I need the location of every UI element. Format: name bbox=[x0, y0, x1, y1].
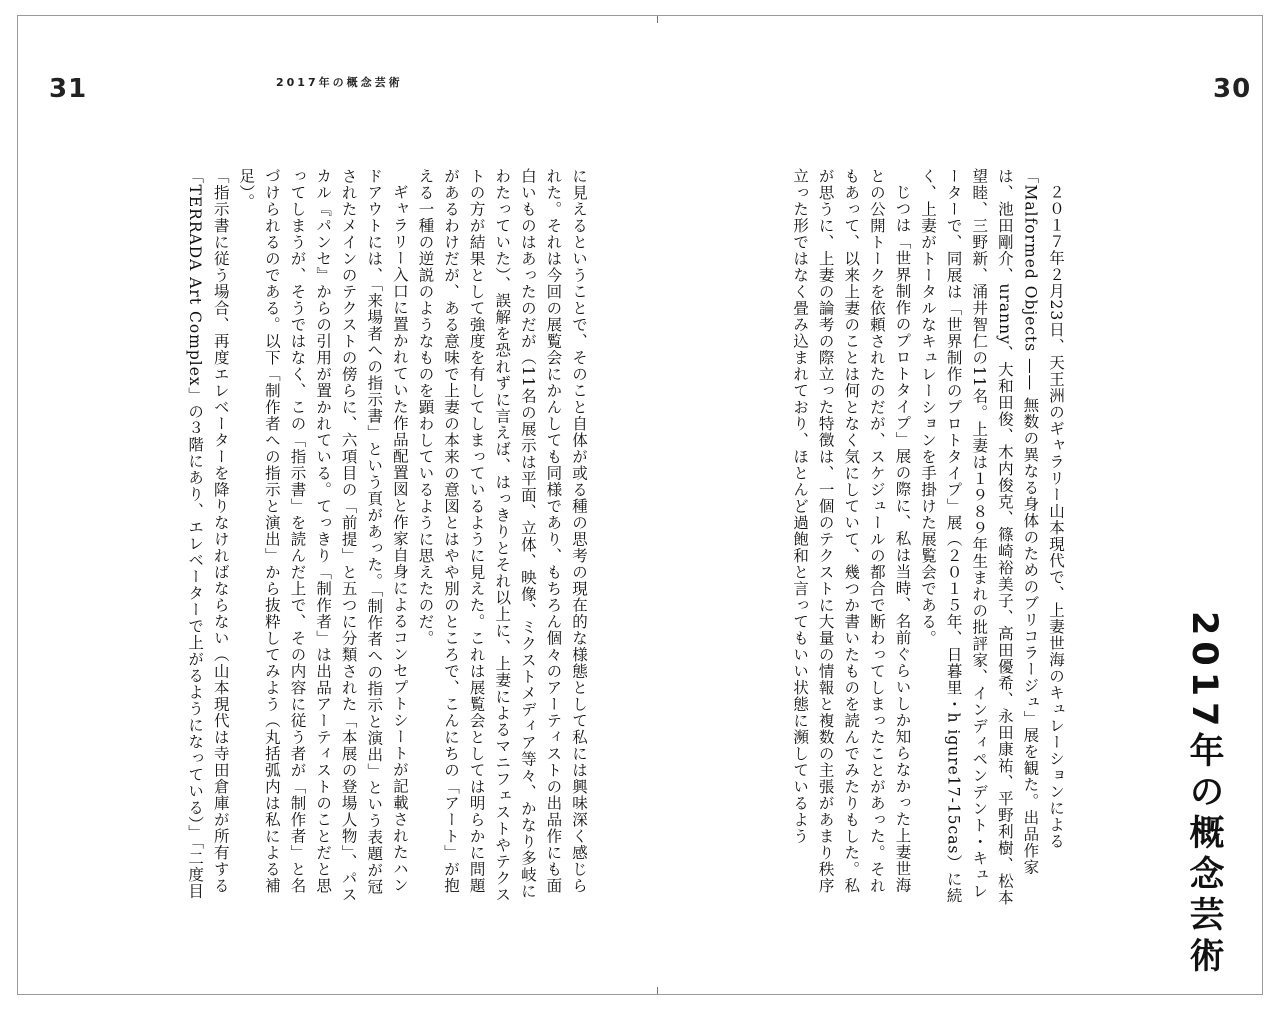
right-page-number: 30 bbox=[1213, 74, 1252, 104]
body-paragraph: 「指示書に従う場合、再度エレベーターを降りなければならない（山本現代は寺田倉庫が所有する「TERRADA Art Complex」の３階にあり、エレベーターで上がるようになっている）」「二度目 bbox=[186, 168, 230, 900]
left-page-number: 31 bbox=[49, 74, 88, 104]
body-paragraph: に見えるということで、そのこと自体が或る種の思考の現在的な様態として私には興味深く感じられた。それは今回の展覧会にかんしても同様であり、もちろん個々のアーティストの出品作にも面白いものはあったのだが（11名の展示は平面、立体、映像、ミクストメディア等々、かなり多岐にわたっていた）、誤解を恐れずに言えば、はっきりとそれ以上に、上妻によるマニフェストやテクストの方が結果として強度を有してしまっているように見えた。これは展覧会としては明らかに問題があるわけだが、ある意味で上妻の本来の意図とはやや別のところで、こんにちの「アート」が抱える一種の逆説のようなものを顕わしているように思えたのだ。 bbox=[416, 168, 588, 903]
body-paragraph: ギャラリー入口に置かれていた作品配置図と作家自身によるコンセプトシートが記載されたハンドアウトには、「来場者への指示書」という頁があった。「制作者への指示と演出」という表題が冠されたメインのテクストの傍らに、六項目の「前提」と五つに分類された「本展の登場人物」、パスカル『パンセ』からの引用が置かれている。てっきり「制作者」は出品アーティストのことだと思ってしまうが、そうではなく、この「指示書」を読んだ上で、その内容に従う者が「制作者」と名づけられるのである。以下「制作者への指示と演出」から抜粋してみよう（丸括弧内は私による補足）。 bbox=[237, 168, 409, 903]
body-paragraph: じつは「世界制作のプロトタイプ」展の際に、私は当時、名前ぐらいしか知らなかった上妻世海との公開トークを依頼されたのだが、スケジュールの都合で断わってしまったことがあった。それもあって、以来上妻のことは何となく気にしていて、幾つか書いたものを読んでみたりもした。私が思うに、上妻の論考の際立った特徴は、一個のテクストに大量の情報と複数の主張があまり秩序立った形ではなく畳み込まれており、ほとんど過飽和と言ってもいい状態に瀕しているよう bbox=[791, 168, 912, 894]
crop-mark-bottom bbox=[657, 987, 658, 994]
left-page-body bbox=[103, 168, 591, 908]
running-header: 2017年の概念芸術 bbox=[276, 76, 403, 89]
book-spread bbox=[17, 15, 1263, 995]
right-page-body bbox=[738, 168, 1068, 908]
crop-mark-top bbox=[657, 16, 658, 23]
body-paragraph: ２０１７年２月23日、天王洲のギャラリー山本現代で、上妻世海のキュレーションによる「Malformed Objects —— 無数の異なる身体のためのブリコラージュ」展を観た。出品作家は、池田剛介、uranny、大和田俊、木内俊克、篠崎裕美子、高田優希、永田康祐、平野利樹、松本望睦、三野新、涌井智仁の11名。上妻は１９８９年生まれの批評家、インディペンデント・キュレーターで、同展は「世界制作のプロトタイプ」展（２０１５年、日暮里・h igure17-15cas）に続く、上妻がトータルなキュレーションを手掛けた展覧会である。 bbox=[919, 168, 1065, 906]
chapter-title: 2017年の概念芸術 bbox=[1184, 611, 1224, 979]
